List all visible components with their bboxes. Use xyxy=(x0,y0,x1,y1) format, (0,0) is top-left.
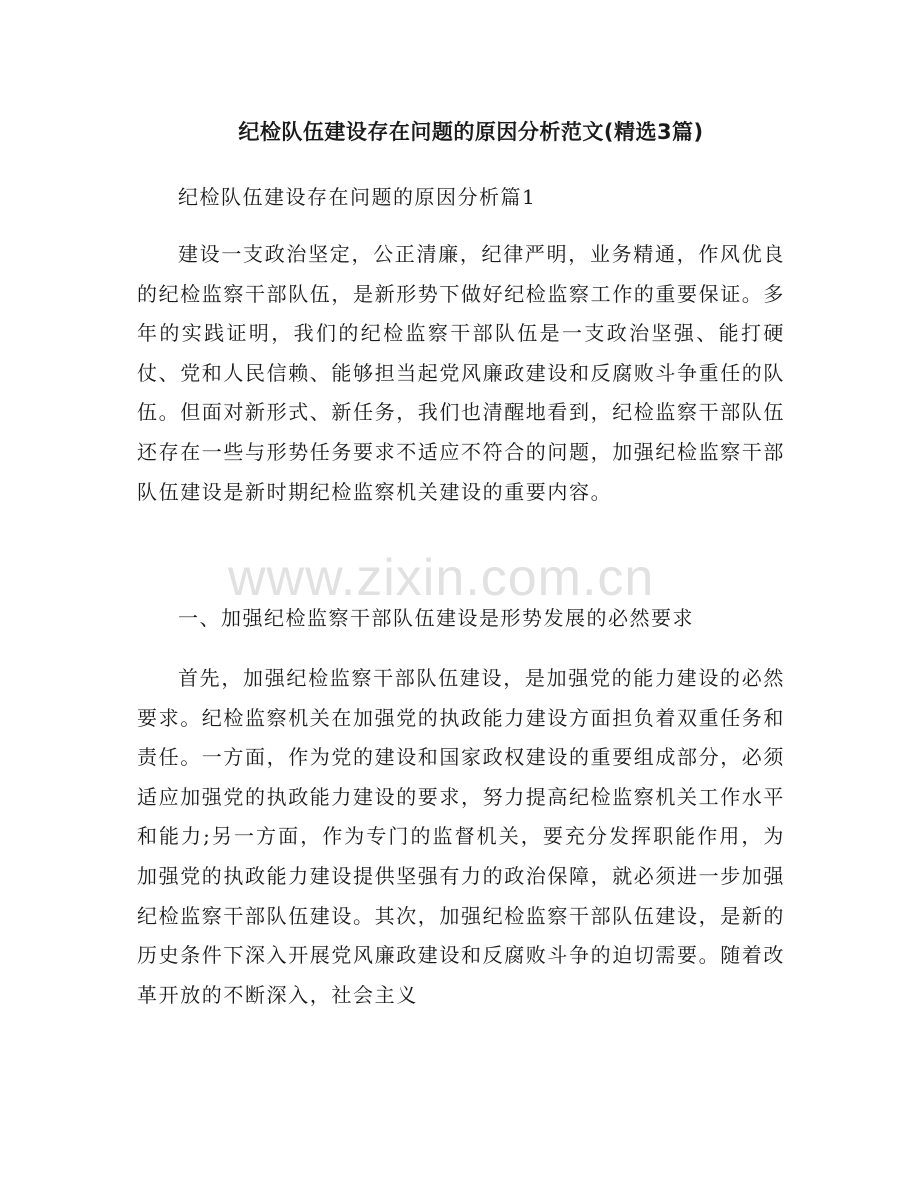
body-paragraph-1: 建设一支政治坚定，公正清廉，纪律严明，业务精通，作风优良的纪检监察干部队伍，是新形势下做好纪检监察工作的重要保证。多年的实践证明，我们的纪检监察干部队伍是一支政治坚强、能打硬仗、党和人民信赖、能够担当起党风廉政建设和反腐败斗争重任的队伍。但面对新形式、新任务，我们也清醒地看到，纪检监察干部队伍还存在一些与形势任务要求不适应不符合的问题，加强纪检监察干部队伍建设是新时期纪检监察机关建设的重要内容。 xyxy=(137,242,785,504)
watermark: www.zixin.com.cn xyxy=(228,549,655,607)
document-title: 纪检队伍建设存在问题的原因分析范文(精选3篇) xyxy=(238,120,704,144)
body-paragraph-2: 首先，加强纪检监察干部队伍建设，是加强党的能力建设的必然要求。纪检监察机关在加强党的执政能力建设方面担负着双重任务和责任。一方面，作为党的建设和国家政权建设的重要组成部分，必须适应加强党的执政能力建设的要求，努力提高纪检监察机关工作水平和能力;另一方面，作为专门的监督机关，要充分发挥职能作用，为加强党的执政能力建设提供坚强有力的政治保障，就必须进一步加强纪检监察干部队伍建设。其次，加强纪检监察干部队伍建设，是新的历史条件下深入开展党风廉政建设和反腐败斗争的迫切需要。随着改革开放的不断深入，社会主义 xyxy=(137,666,785,1007)
section-title: 纪检队伍建设存在问题的原因分析篇1 xyxy=(178,185,537,209)
section-heading-1: 一、加强纪检监察干部队伍建设是形势发展的必然要求 xyxy=(178,606,694,630)
